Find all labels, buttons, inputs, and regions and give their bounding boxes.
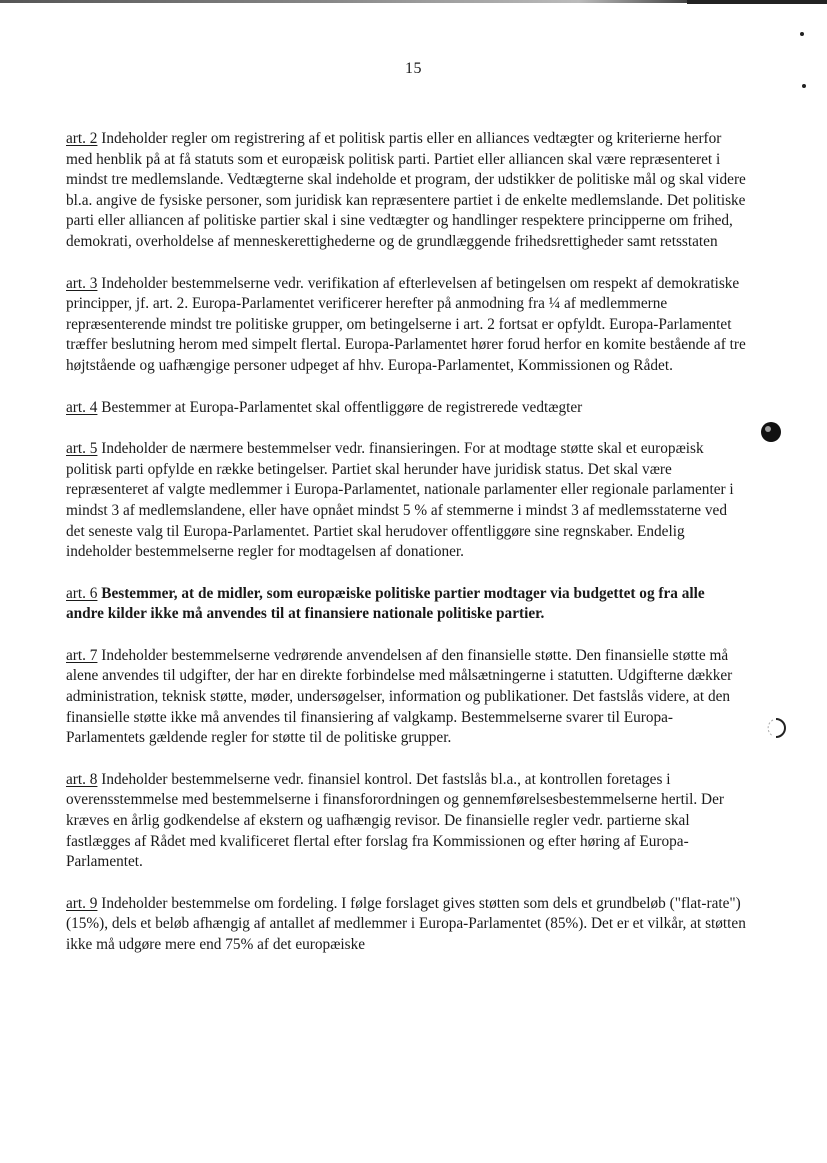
document-body [66,129,746,977]
paragraph-art-8 [66,770,746,873]
article-text: Indeholder bestemmelserne vedr. verifikation af efterlevelsen af betingelsen om respekt af demokratiske principper, jf. art. 2. Europa-Parlamentet verificerer herefter på anmodning fra ¼ af medlemmerne repræsenterende mindst tre politiske grupper, om betingelserne i art. 2 fortsat er opfyldt. Europa-Parlamentet træffer beslutning herom med simpelt flertal. Europa-Parlamentet hører forud herfor en komite bestående af tre højtstående og uafhængige personer udpeget af hhv. Europa-Parlamentet, Kommissionen og Rådet. [66,274,746,374]
article-text: Bestemmer, at de midler, som europæiske politiske partier modtager via budgettet og fra alle andre kilder ikke må anvendes til at finansiere nationale politiske partier. [66,584,705,623]
article-label: art. 5 [66,440,98,458]
top-border-line-right [687,0,827,4]
paragraph-art-5 [66,439,746,563]
hole-punch-mark-bottom [764,717,786,739]
paragraph-art-7 [66,646,746,749]
paragraph-art-3 [66,274,746,377]
article-label: art. 2 [66,130,98,147]
margin-dot-second [802,84,806,88]
article-text: Bestemmer at Europa-Parlamentet skal offentliggøre de registrerede vedtægter [97,398,583,416]
article-label: art. 3 [66,274,98,292]
page-number: 15 [405,60,422,77]
article-text: Indeholder bestemmelse om fordeling. I følge forslaget gives støtten som dels et grundbeløb ("flat-rate") (15%), dels et beløb afhængig af antallet af medlemmer i Europa-Parlamentet (85%). Det er et vilkår, at støtten ikke må udgøre mere end 75% af det europæiske [66,894,746,953]
paragraph-art-9 [66,894,746,956]
article-label: art. 8 [66,770,98,788]
article-text: Indeholder de nærmere bestemmelser vedr. finansieringen. For at modtage støtte skal et europæisk politisk parti opfylde en række betingelser. Partiet skal herunder have juridisk status. Det skal være repræsenteret af valgte medlemmer i Europa-Parlamentet, nationale parlamenter eller regionale parlamenter i mindst 3 af medlemslandene, eller have opnået mindst 5 % af stemmerne i mindst 3 af medlemsstaterne ved det seneste valg til Europa-Parlamentet. Partiet skal herudover offentliggøre sine regnskaber. Endelig indeholder bestemmelserne regler for modtagelsen af donationer. [66,440,734,561]
article-label: art. 6 [66,584,98,602]
article-text: Indeholder regler om registrering af et politisk partis eller en alliances vedtægter og kriterierne herfor med henblik på at få statuts som et europæisk politisk parti. Partiet eller alliancen skal være repræsenteret i mindst tre medlemslande. Vedtægterne skal indeholde et program, der udstikker de politiske mål og skal videre bl.a. angive de fysiske personer, som juridisk kan repræsentere partiet i de enkelte medlemslande. Det politiske parti eller alliancen af politiske partier skal i sine vedtægter og handlinger respektere principperne om frihed, demokrati, overholdelse af menneskerettighederne og de grundlæggende frihedsrettigheder samt retsstaten [66,130,746,250]
article-text: Indeholder bestemmelserne vedrørende anvendelsen af den finansielle støtte. Den finansielle støtte må alene anvendes til udgifter, der har en direkte forbindelse med målsætningerne i statutten. Udgifterne dækker administration, teknisk støtte, møder, undersøgelser, information og publikationer. Det fastslås videre, at den finansielle støtte ikke må anvendes til finansiering af valgkamp. Bestemmelserne svarer til Europa-Parlamentets gældende regler for støtte til de politiske grupper. [66,646,733,747]
article-label: art. 9 [66,894,98,912]
paragraph-art-6 [66,584,746,625]
margin-dot-top [800,32,804,36]
article-text: Indeholder bestemmelserne vedr. finansiel kontrol. Det fastslås bl.a., at kontrollen foretages i overensstemmelse med bestemmelserne i finansforordningen og gennemførelsesbestemmelserne hertil. Der kræves en årlig godkendelse af ekstern og uafhængig revisor. De finansielle regler vedr. partierne skal fastlægges af Rådet med kvalificeret flertal efter forslag fra Kommissionen og efter høring af Europa-Parlamentet. [66,770,724,871]
article-label: art. 7 [66,646,98,664]
article-label: art. 4 [66,398,98,416]
paragraph-art-2 [66,129,746,253]
paragraph-art-4 [66,398,746,419]
hole-punch-mark-top [760,421,782,443]
